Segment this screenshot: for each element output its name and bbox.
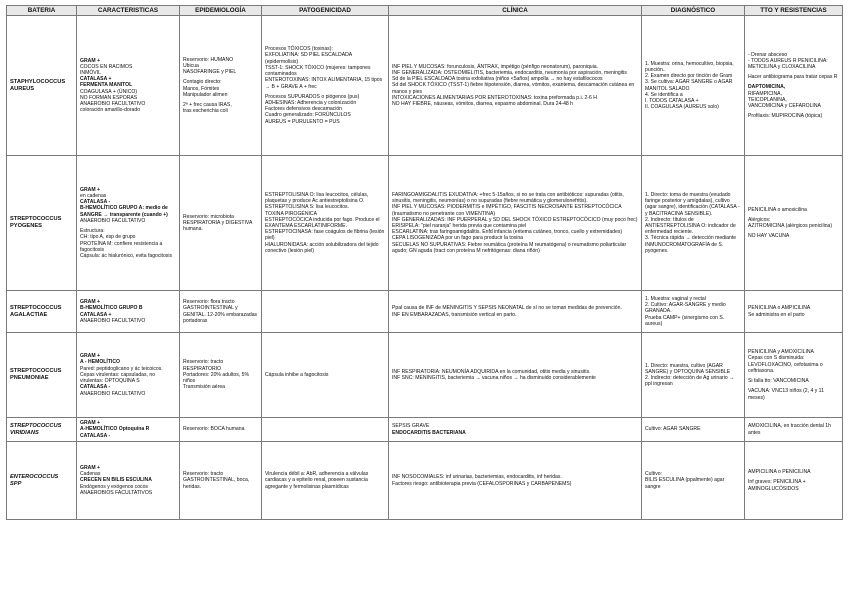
caracteristicas-cell [77, 442, 180, 520]
tto-cell [745, 418, 843, 442]
caracteristicas-cell [77, 333, 180, 418]
caracteristicas-cell [77, 291, 180, 333]
epidemiologia-cell [180, 291, 262, 333]
diagnostico-line: 2. Indirecto: títulos de ANTIESTREPTOLISINA O: indicador de enfermedad reciente. [645, 216, 736, 236]
diagnostico-cell [642, 156, 745, 291]
table-row [7, 16, 843, 156]
clinica-line: INF SNC: MENINGITIS, bacteriemia → vacuna niños → ha disminuido considerablemente [392, 375, 596, 381]
clinica-line: NO HAY FIEBRE, náuseas, vómitos, diarrea, espasmo abdominal. Dura 24-48 h [392, 101, 574, 107]
diagnostico-line: 3. Técnica rápida → detección mediante INMUNOCROMATOGRAFÍA de S. pyogenes. [645, 235, 737, 254]
column-header: CLÍNICA [389, 6, 642, 16]
tto-cell [745, 16, 843, 156]
header-row [7, 6, 843, 16]
table-row [7, 291, 843, 333]
tto-line: TEICOPLANINA, [748, 96, 787, 103]
tto-line: RIFAMPICINA, [748, 90, 782, 97]
epidemiologia-line: Portadores: 20% adultos, 5% niños [183, 371, 249, 385]
bacteria-name: AGALACTIAE [10, 311, 48, 318]
patogenicidad-line: EXFOLIATINA: SD PIEL ESCALDADA (epidermolisis) [265, 52, 352, 65]
tto-line: Cepas con S disminuida: LEVOFLOXACINO, cefotaxima o ceftriaxona. [748, 355, 823, 374]
epidemiologia-line: Manos, Fómites [183, 85, 220, 92]
clinica-line: INF PIEL Y MUCOSAS: PIODERMITIS e IMPÉTIGO, FASCITIS NECROSANTE ESTREPTOCÓCICA (traumatismo no penetrante con VIMENTINA) [392, 204, 622, 217]
tto-cell [745, 333, 843, 418]
diagnostico-line: Prueba CAMP+ (sinergismo con S. aureus) [645, 314, 725, 327]
caracteristicas-line: en cadenas [80, 193, 107, 200]
caracteristicas-line: CATALASA - [80, 199, 111, 206]
caracteristicas-line: ANAEROBIO FACULTATIVO [80, 101, 146, 107]
diagnostico-line: 1. Directo: toma de muestra (exudado faringe posterior y amígdalas), cultivo (agar sangre), identificación (CATALASA - y BACITRACINA SENSIBLE). [645, 191, 740, 217]
diagnostico-cell [642, 442, 745, 520]
clinica-line: Sd de la PIEL ESCALDADA toxina exfoliativa (niños <5años) ampolla → no hay estafilococos [392, 76, 603, 83]
caracteristicas-line: INMÓVIL [80, 69, 101, 76]
bacteria-name: STREPTOCOCCUS [10, 422, 62, 429]
patogenicidad-line: Factores defensivos descamación [265, 106, 343, 113]
diagnostico-line: II. COAGULASA (AUREUS solo) [645, 104, 719, 111]
tto-line: Si falla tto: VANCOMICINA [748, 378, 809, 385]
tto-line: - TODOS AUREUS R PENICILINA: [748, 57, 828, 64]
caracteristicas-line: GRAM + [80, 299, 100, 306]
patogenicidad-line: HIALURONIDASA: acción solubilizadora del tejido conectivo (lesión piel) [265, 241, 379, 254]
tto-line: PENICILINA o amoxicilina [748, 206, 807, 213]
bacteria-name: STREPTOCOCCUS [10, 368, 62, 375]
patogenicidad-line: TOXINA PIROGÉNICA [265, 210, 317, 217]
caracteristicas-line: CATALASA - [80, 384, 111, 391]
patogenicidad-line: ESTREPTOLISINA O: lisa leucocitos, células, plaquetas y produce Ac antiestreptolisina O. [265, 191, 369, 205]
patogenicidad-line: ESTREPTOCINASA: fase coágulos de fibrina (lesión piel) [265, 229, 385, 242]
patogenicidad-cell [262, 291, 389, 333]
epidemiologia-line: Manipulador alimen [183, 91, 228, 98]
epidemiologia-line: Reservorio: flora tracto [183, 299, 235, 306]
tto-line: Inf graves: PENICILINA + AMINOGLUCÓSIDOS [748, 479, 806, 492]
bacteria-name-cell [7, 16, 77, 156]
patogenicidad-line: Cápsula inhibe a fagocitosis [265, 371, 329, 378]
clinica-line: INF GENERALIZADAS: INF PUERPERAL y SD DEL SHOCK TÓXICO ESTREPTOCÓCICO (muy poco frec) [392, 216, 638, 223]
caracteristicas-line: coloración amarillo-dorado [80, 107, 141, 114]
clinica-line: ENDOCARDITIS BACTERIANA [392, 429, 466, 436]
caracteristicas-line: COAGULASA + (ÚNICO) [80, 88, 138, 95]
caracteristicas-line: Endógenos y exógenos cocos [80, 483, 148, 490]
clinica-line: ERISIPELA: "piel naranja" herida previa que contamina piel [392, 223, 527, 229]
clinica-cell [389, 156, 642, 291]
patogenicidad-line: ADHESINAS: Adherencia y colonización [265, 99, 357, 106]
clinica-line: INF NOSOCOMIALES: inf urinarias, bacteriemias, endocarditis, inf heridas. [392, 474, 562, 481]
tto-line: AMPICILINA o PENICILINA [748, 469, 811, 476]
diagnostico-cell [642, 333, 745, 418]
tto-line: VACUNA: VNC13 niños (2, 4 y 11 meses) [748, 388, 824, 401]
epidemiologia-cell [180, 156, 262, 291]
table-row [7, 442, 843, 520]
clinica-line: INTOXICACIONES ALIMENTARIAS POR ENTEROTOXINAS: toxina preformada p.i. 2-6 H [392, 94, 597, 101]
epidemiologia-cell [180, 442, 262, 520]
tto-line: AZITROMICINA (alérgicos penicilina) [748, 223, 833, 229]
tto-cell [745, 156, 843, 291]
clinica-line: SEPSIS GRAVE [392, 423, 430, 430]
clinica-cell [389, 16, 642, 156]
patogenicidad-line: Virulencia débil a: AbR, adherencia a válvulas cardiacas y a epitelio renal, poseen sustancia agregante y fermolisinas plasmídicas [265, 471, 369, 490]
table-body [7, 16, 843, 520]
diagnostico-cell [642, 16, 745, 156]
patogenicidad-line: Procesos TÓXICOS (toxinas): [265, 46, 333, 53]
tto-line: DAPTOMICINA, [748, 84, 786, 91]
caracteristicas-line: NO FORMAN ESPORAS [80, 94, 138, 101]
clinica-line: CEPA LISOGENIZADA por un fago para producir la toxina [392, 235, 523, 242]
epidemiologia-line: Transmisión aérea [183, 384, 225, 391]
diagnostico-line: I. TODOS CATALASA + [645, 97, 699, 104]
clinica-line: FARINGOAMIGDALITIS EXUDATIVA: +frec 5-15años, si no se trata con antibióticos: supuradas (otitis, sinusitis, meningitis, neumonías) o no supuradas (fiebre reumática y glomerulonefritis). [392, 191, 624, 205]
tto-cell [745, 442, 843, 520]
caracteristicas-line: ANAEROBIO FACULTATIVO [80, 217, 146, 224]
epidemiologia-line: RESPIRATORIA y DIGESTIVA humana. [183, 219, 253, 233]
table-row [7, 156, 843, 291]
caracteristicas-cell [77, 156, 180, 291]
caracteristicas-line: CRECEN EN BILIS ESCULINA [80, 477, 152, 484]
epidemiologia-cell [180, 333, 262, 418]
patogenicidad-cell [262, 418, 389, 442]
bacteria-name-cell [7, 442, 77, 520]
caracteristicas-line: FERMENTA MANITOL [80, 82, 133, 89]
caracteristicas-line: A - HEMOLÍTICO [80, 359, 120, 366]
bacteria-name: AUREUS [10, 85, 35, 92]
epidemiologia-line: Reservorio: tracto [183, 359, 224, 366]
tto-line: VANCOMICINA y CEFAROLINA [748, 103, 821, 109]
caracteristicas-line: Estructura: [80, 228, 105, 235]
diagnostico-line: 4. Se identifica a [645, 91, 683, 98]
patogenicidad-line: ESTREPTOLISINA S: lisa leucocitos. [265, 204, 349, 211]
tto-cell [745, 291, 843, 333]
epidemiologia-line: tras escherichia coli [183, 108, 228, 115]
bacteria-name: PYOGENES [10, 223, 42, 229]
caracteristicas-line: GRAM + [80, 353, 100, 360]
epidemiologia-line: GASTROINTESTINAL y GENITAL. 12-20% embarazadas portadoras [183, 305, 258, 324]
patogenicidad-cell [262, 333, 389, 418]
caracteristicas-line: GRAM + [80, 57, 100, 64]
tto-line: NO HAY VACUNA [748, 233, 790, 240]
clinica-cell [389, 333, 642, 418]
clinica-line: Sd del SHOCK TÓXICO (TSST-1) fiebre hipotensión, diarrea, vómitos, exantema, descamación cutánea en manos y pies [392, 82, 635, 95]
caracteristicas-line: ANAEROBIO FACULTATIVO [80, 317, 146, 324]
clinica-line: INF EN EMBARAZADAS, transmisión vertical en parto. [392, 311, 517, 318]
diagnostico-line: 1. Muestra: vaginal y rectal [645, 295, 706, 302]
patogenicidad-line: ENTEROTOXINAS: INTOX ALIMENTARIA, 15 tipos → B + GRAVE A + frec [265, 77, 383, 90]
tto-line: AMOXICILINA, en tracción dental 1h antes [748, 423, 831, 436]
bacteria-name: ENTEROCOCCUS [10, 473, 59, 480]
tto-line: Se administra en el parto [748, 311, 805, 318]
column-header: BATERIA [7, 6, 77, 16]
caracteristicas-line: COCOS EN RACIMOS [80, 63, 133, 70]
clinica-line: SECUELAS NO SUPURATIVAS: Fiebre reumática (proteína M reumatógena) o reumatismo poliarticular agudo; GN aguda (tract con proteína M nefritógenas: diana riñón) [392, 241, 627, 254]
caracteristicas-line: CATALASA + [80, 311, 112, 318]
bacteria-name-cell [7, 156, 77, 291]
table-row [7, 418, 843, 442]
caracteristicas-line: A-HEMOLÍTICO Optoquina R [80, 426, 150, 433]
tto-line: - Drenar absceso [748, 51, 788, 58]
patogenicidad-cell [262, 442, 389, 520]
epidemiologia-line: Reservorio: HUMANO [183, 56, 234, 63]
caracteristicas-line: B-HEMOLÍTICO GRUPO B [80, 305, 143, 312]
bacteria-name-cell [7, 333, 77, 418]
diagnostico-line: 2. Examen directo por tinción de Gram [645, 73, 733, 80]
patogenicidad-line: AUREUS = PURULENTO = PUS [265, 118, 340, 125]
diagnostico-cell [642, 418, 745, 442]
clinica-cell [389, 291, 642, 333]
patogenicidad-cell [262, 16, 389, 156]
column-header: PATOGENICIDAD [262, 6, 389, 16]
caracteristicas-line: ANAEROBIO FACULTATIVO [80, 390, 146, 397]
bacteria-name: STREPTOCOCCUS [10, 216, 62, 223]
clinica-cell [389, 442, 642, 520]
column-header: CARACTERISTICAS [77, 6, 180, 16]
column-header: EPIDEMIOLOGÍA [180, 6, 262, 16]
epidemiologia-line: NASOFARINGE y PIEL [183, 69, 237, 76]
patogenicidad-line: Procesos SUPURADOS o piógenos (pus) [265, 93, 360, 100]
clinica-line: INF RESPIRATORIA: NEUMONÍA ADQUIRIDA en la comunidad, otitis media y sinusitis. [392, 368, 591, 375]
patogenicidad-cell [262, 156, 389, 291]
caracteristicas-line: CATALASA - [80, 432, 111, 439]
clinica-line: ESCARLATINA: tras faringoamigdalitis. Enfd infancia (eritema cutáneo, tronco, cuello y extremidades) [392, 229, 623, 236]
caracteristicas-line: GRAM + [80, 464, 100, 471]
epidemiologia-line: RESPIRATORIO [183, 365, 222, 372]
caracteristicas-line: ANAEROBIOS FACULTATIVOS [80, 489, 153, 496]
epidemiologia-line: Contagio directo: [183, 79, 222, 86]
epidemiologia-line: 2ª + frec causa IRAS, [183, 101, 232, 108]
bacteria-name: PNEUMONIAE [10, 375, 49, 381]
column-header: DIAGNÓSTICO [642, 6, 745, 16]
epidemiologia-line: Reservorio: microbiota [183, 213, 234, 220]
bacteria-name: VIRIDIANS [10, 429, 39, 436]
tto-line: METICILINA y CLOXACILINA [748, 63, 816, 70]
table-row [7, 333, 843, 418]
epidemiologia-line: Reservorio: tracto [183, 471, 224, 478]
caracteristicas-line: Pared: peptidoglicano y ác teicoicos. Cepas virulentas: capsuladas, no virulentas: OPTOQUINA S [80, 365, 163, 385]
clinica-line: INF GENERALIZADA: OSTEOMIELITIS, bacteriemia, endocarditis, neumonía por aspiración, meningitis [392, 69, 627, 76]
caracteristicas-line: CATALASA + [80, 76, 112, 83]
diagnostico-line: 2. Cultivo: AGAR-SANGRE y medio GRANADA. [645, 302, 726, 315]
clinica-line: Factores riesgo: antibioterapia previa (CEFALOSPORINAS y CARBAPENEMS) [392, 480, 572, 487]
diagnostico-line: 1. Directo: muestra, cultivo (AGAR SANGRE) y OPTOQUINA SENSIBLE [645, 362, 731, 375]
caracteristicas-line: PROTEÍNA M: confiere resistencia a fagocitosis [80, 240, 163, 253]
caracteristicas-cell [77, 16, 180, 156]
diagnostico-line: BILIS ESCULINA (ppalmente) agar sangre [645, 477, 725, 490]
diagnostico-line: 2. Indirecto: detección de Ag urinario → ppl ingresan [645, 375, 735, 388]
bacteria-name-cell [7, 291, 77, 333]
column-header: TTO Y RESISTENCIAS [745, 6, 843, 16]
clinica-cell [389, 418, 642, 442]
diagnostico-line: 3. Se cultiva: AGAR SANGRE o AGAR MANITOL SALADO [645, 79, 733, 92]
diagnostico-line: 1. Muestra: orina, hemocultivo, biopsia, punción.. [645, 60, 734, 73]
epidemiologia-line: Ubicua [183, 62, 199, 69]
patogenicidad-line: Cuadro generalizado: FORÚNCULOS [265, 112, 351, 119]
caracteristicas-cell [77, 418, 180, 442]
tto-line: Alérgicos: [748, 216, 771, 223]
diagnostico-line: Cultivo: [645, 471, 662, 478]
patogenicidad-line: TSST-1: SHOCK TÓXICO (mujeres: tampones contaminados [265, 64, 371, 78]
caracteristicas-line: B-HEMOLÍTICO GRUPO A: medio de SANGRE → transparente (cuando +) [80, 205, 168, 218]
epidemiologia-cell [180, 418, 262, 442]
caracteristicas-line: Cadenas [80, 471, 101, 478]
caracteristicas-line: GRAM + [80, 186, 100, 193]
tto-line: PENICILINA o AMPICILINA [748, 305, 811, 312]
bacteria-table [6, 5, 843, 520]
diagnostico-cell [642, 291, 745, 333]
clinica-line: Ppal causa de INF de MENINGITIS Y SEPSIS NEONATAL de sí no se toman medidas de prevención. [392, 305, 622, 312]
clinica-line: INF PIEL Y MUCOSAS: forunculosis, ÁNTRAX, impétigo (pénfigo neonatorum), paroniquia. [392, 63, 599, 70]
bacteria-name: STAPHYLOCOCCUS [10, 78, 66, 85]
bacteria-name: SPP [10, 480, 22, 487]
caracteristicas-line: Cápsula: ác hialurónico, evita fagocitosis [80, 252, 173, 259]
epidemiologia-cell [180, 16, 262, 156]
caracteristicas-line: CH: tipo A, esp de grupo [80, 234, 136, 241]
bacteria-name: STREPTOCOCCUS [10, 304, 62, 311]
tto-line: PENICILINA y AMOXICILINA [748, 349, 814, 356]
patogenicidad-line: ESTREPTOCÓCICA inducida por fago. Produce el EXANTEMA ESCARLATINIFORME. [265, 216, 380, 229]
diagnostico-line: Cultivo: AGAR SANGRE [645, 426, 701, 433]
caracteristicas-line: GRAM + [80, 420, 100, 427]
tto-line: Profilaxis: MUPIROCINA (tópica) [748, 113, 823, 120]
bacteria-name-cell [7, 418, 77, 442]
epidemiologia-line: GASTROINTESTINAL, boca, heridas. [183, 477, 250, 490]
tto-line: Hacer antibiograma para tratar cepas R [748, 74, 838, 81]
epidemiologia-line: Reservorio: BOCA humana [183, 426, 245, 433]
